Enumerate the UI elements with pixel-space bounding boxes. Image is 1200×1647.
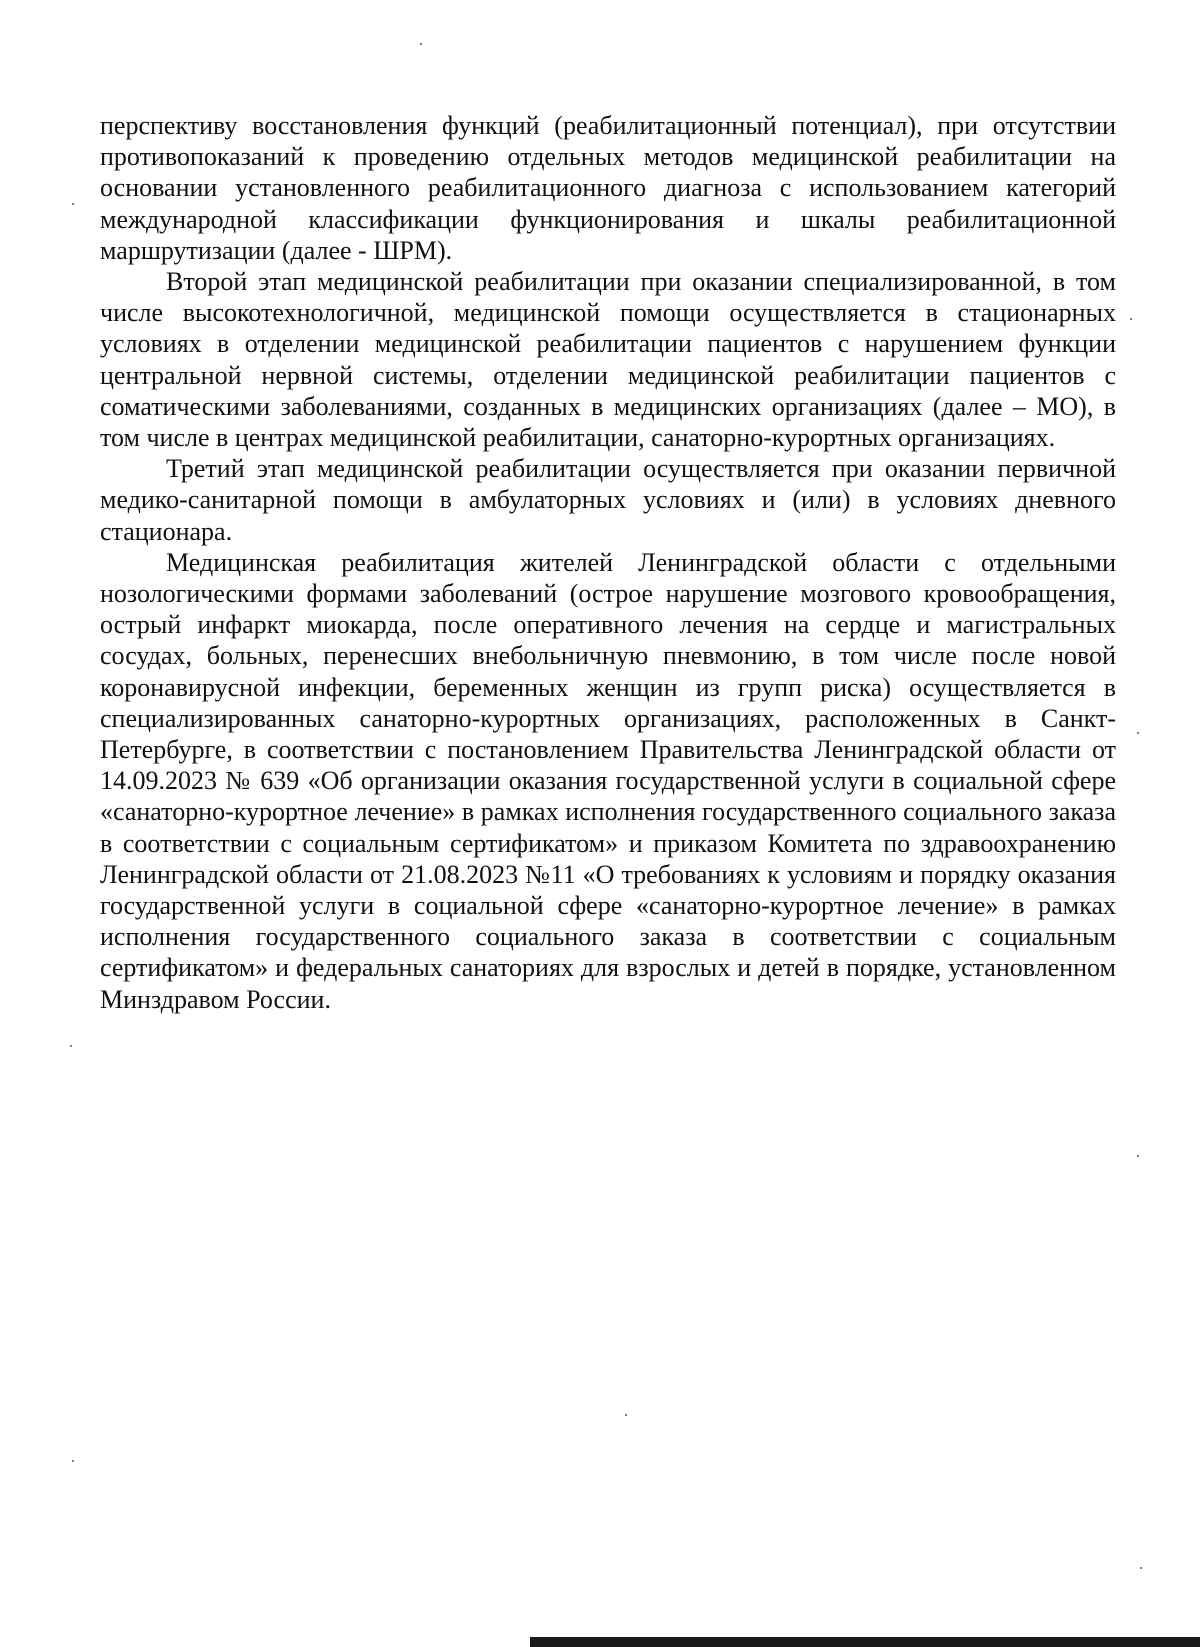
- scan-speck: [1140, 1567, 1142, 1569]
- scan-speck: [1137, 1155, 1139, 1157]
- paragraph-second-stage: Второй этап медицинской реабилитации при оказании специализированной, в том числе высокотехнологичной, медицинской помощи осуществляется в стационарных условиях в отделении медицинской реабилитации пациентов с нарушением функции центральной нервной системы, отделении медицинской реабилитации пациентов с соматическими заболеваниями, созданных в медицинских организациях (далее – МО), в том числе в центрах медицинской реабилитации, санаторно-курортных организациях.: [100, 267, 1116, 453]
- paragraph-third-stage: Третий этап медицинской реабилитации осуществляется при оказании первичной медико-санитарной помощи в амбулаторных условиях и (или) в условиях дневного стационара.: [100, 454, 1116, 546]
- scan-speck: [72, 1460, 74, 1462]
- scan-edge-bar: [530, 1637, 1200, 1647]
- scan-speck: [72, 203, 74, 205]
- paragraph-continuation: перспективу восстановления функций (реабилитационный потенциал), при отсутствии противопоказаний к проведению отдельных методов медицинской реабилитации на основании установленного реабилитационного диагноза с использованием категорий международной классификации функционирования и шкалы реабилитационной маршрутизации (далее - ШРМ).: [100, 111, 1116, 265]
- document-body: [100, 110, 1116, 1015]
- paragraph-leningrad-rehabilitation: Медицинская реабилитация жителей Ленинградской области с отдельными нозологическими формами заболеваний (острое нарушение мозгового кровообращения, острый инфаркт миокарда, после оперативного лечения на сердце и магистральных сосудах, больных, перенесших внебольничную пневмонию, в том числе после новой коронавирусной инфекции, беременных женщин из групп риска) осуществляется в специализированных санаторно-курортных организациях, расположенных в Санкт-Петербурге, в соответствии с постановлением Правительства Ленинградской области от 14.09.2023 № 639 «Об организации оказания государственной услуги в социальной сфере «санаторно-курортное лечение» в рамках исполнения государственного социального заказа в соответствии с социальным сертификатом» и приказом Комитета по здравоохранению Ленинградской области от 21.08.2023 №11 «О требованиях к условиям и порядку оказания государственной услуги в социальной сфере «санаторно-курортное лечение» в рамках исполнения государственного социального заказа в соответствии с социальным сертификатом» и федеральных санаториях для взрослых и детей в порядке, установленном Минздравом России.: [100, 547, 1116, 1014]
- scan-speck: [420, 43, 422, 45]
- scan-speck: [625, 1414, 627, 1416]
- scan-speck: [1137, 732, 1139, 734]
- scan-speck: [70, 1045, 72, 1047]
- scan-speck: [1130, 318, 1132, 320]
